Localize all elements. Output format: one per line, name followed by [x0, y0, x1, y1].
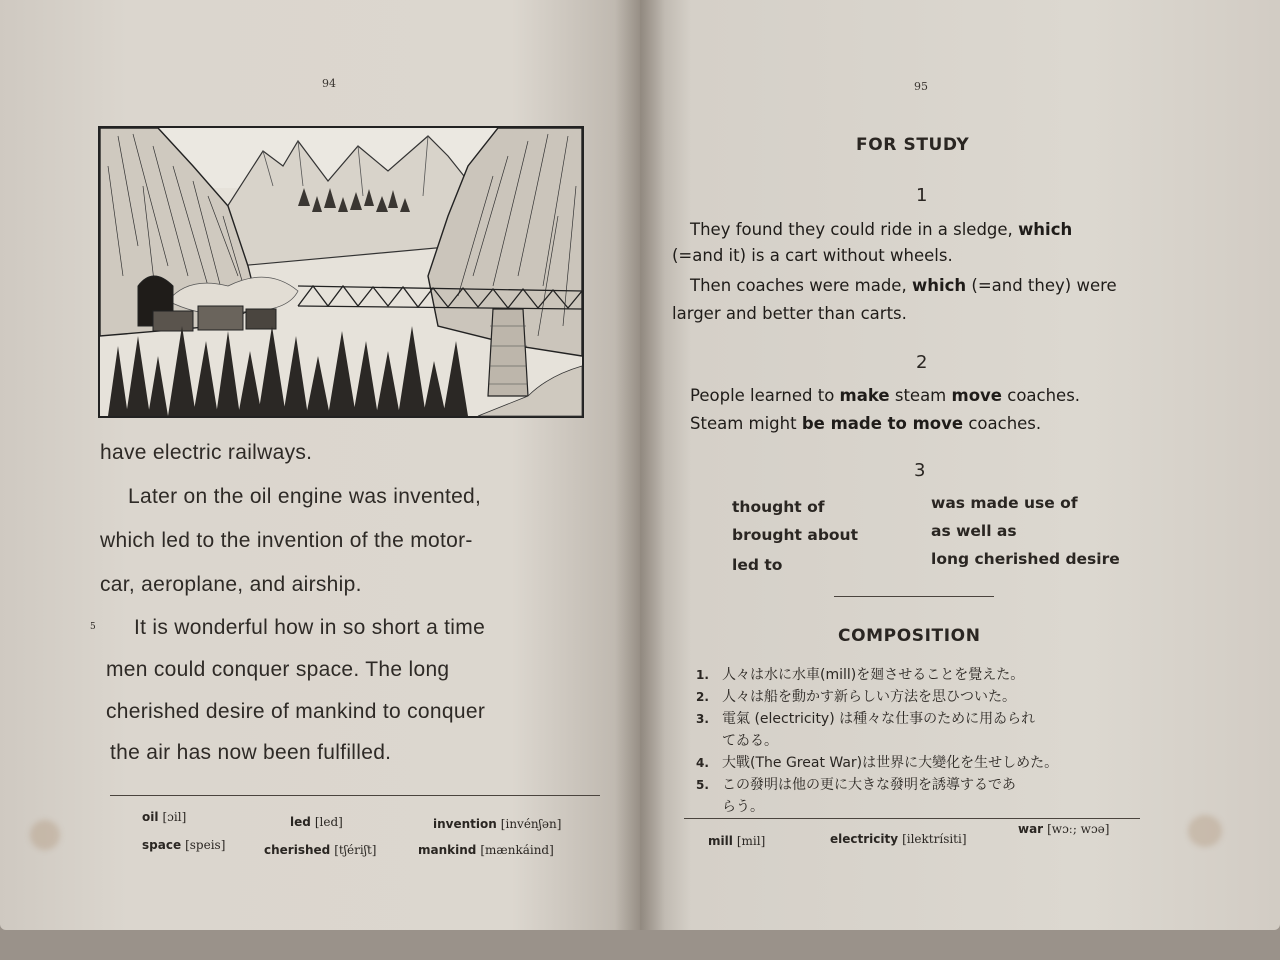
- body-line: Later on the oil engine was invented,: [128, 485, 482, 508]
- study-line: (=and it) is a cart without wheels.: [672, 246, 953, 265]
- vocab-entry: cherished [tʃériʃt]: [264, 843, 377, 857]
- for-study-heading: FOR STUDY: [856, 135, 970, 155]
- phrase-item: as well as: [931, 522, 1017, 540]
- phrase-item: long cherished desire: [931, 550, 1120, 568]
- vocab-entry: invention [invénʃən]: [433, 817, 562, 831]
- phrase-item: led to: [732, 556, 783, 574]
- paper-stain: [1188, 815, 1222, 847]
- vocab-entry: led [led]: [290, 815, 343, 829]
- right-page: [640, 0, 1280, 930]
- section-number: 3: [914, 460, 926, 481]
- mountain-railway-illustration: [98, 126, 584, 418]
- composition-heading: COMPOSITION: [838, 626, 981, 646]
- composition-item: 5. この發明は他の更に大きな發明を誘導するであ: [696, 777, 1016, 793]
- footer-rule: [110, 795, 600, 796]
- footer-rule: [684, 818, 1140, 819]
- body-line: the air has now been fulfilled.: [110, 741, 392, 764]
- paper-stain: [30, 820, 60, 850]
- body-line: cherished desire of mankind to conquer: [106, 700, 486, 723]
- body-line: men could conquer space. The long: [106, 658, 450, 681]
- page-number: 94: [322, 77, 336, 90]
- composition-item: らう。: [722, 799, 764, 815]
- composition-item: てゐる。: [722, 733, 778, 749]
- composition-item: 1. 人々は水に水車(mill)を廻させることを覺えた。: [696, 667, 1025, 683]
- vocab-entry: oil [ɔil]: [142, 810, 187, 824]
- line-number-marker: 5: [90, 622, 96, 632]
- vocab-entry: war [wɔː; wɔə]: [1018, 822, 1110, 836]
- vocab-entry: space [speis]: [142, 838, 226, 852]
- phrase-item: thought of: [732, 498, 825, 516]
- composition-item: 4. 大戰(The Great War)は世界に大變化を生せしめた。: [696, 755, 1059, 771]
- phrase-item: brought about: [732, 526, 859, 544]
- study-line: People learned to make steam move coaches.: [690, 386, 1081, 405]
- study-line: They found they could ride in a sledge, which: [690, 220, 1073, 239]
- section-number: 2: [916, 352, 928, 373]
- study-line: Steam might be made to move coaches.: [690, 414, 1042, 433]
- book-gutter: [615, 0, 665, 930]
- study-line: larger and better than carts.: [672, 304, 907, 323]
- section-divider: [834, 596, 994, 597]
- composition-item: 3. 電氣 (electricity) は種々な仕事のために用ゐられ: [696, 711, 1036, 727]
- study-line: Then coaches were made, which (=and they) were: [690, 276, 1117, 295]
- body-line: It is wonderful how in so short a time: [134, 616, 486, 639]
- page-number: 95: [914, 80, 928, 93]
- vocab-entry: mill [mil]: [708, 834, 766, 848]
- vocab-entry: mankind [mænkáind]: [418, 843, 554, 857]
- body-line: car, aeroplane, and airship.: [100, 573, 362, 596]
- phrase-item: was made use of: [931, 494, 1078, 512]
- composition-item: 2. 人々は船を動かす新らしい方法を思ひついた。: [696, 689, 1016, 705]
- body-line: which led to the invention of the motor-: [100, 529, 473, 552]
- vocab-entry: electricity [ilektrísiti]: [830, 832, 967, 846]
- body-line: have electric railways.: [100, 441, 313, 464]
- left-page: [0, 0, 640, 930]
- section-number: 1: [916, 185, 928, 206]
